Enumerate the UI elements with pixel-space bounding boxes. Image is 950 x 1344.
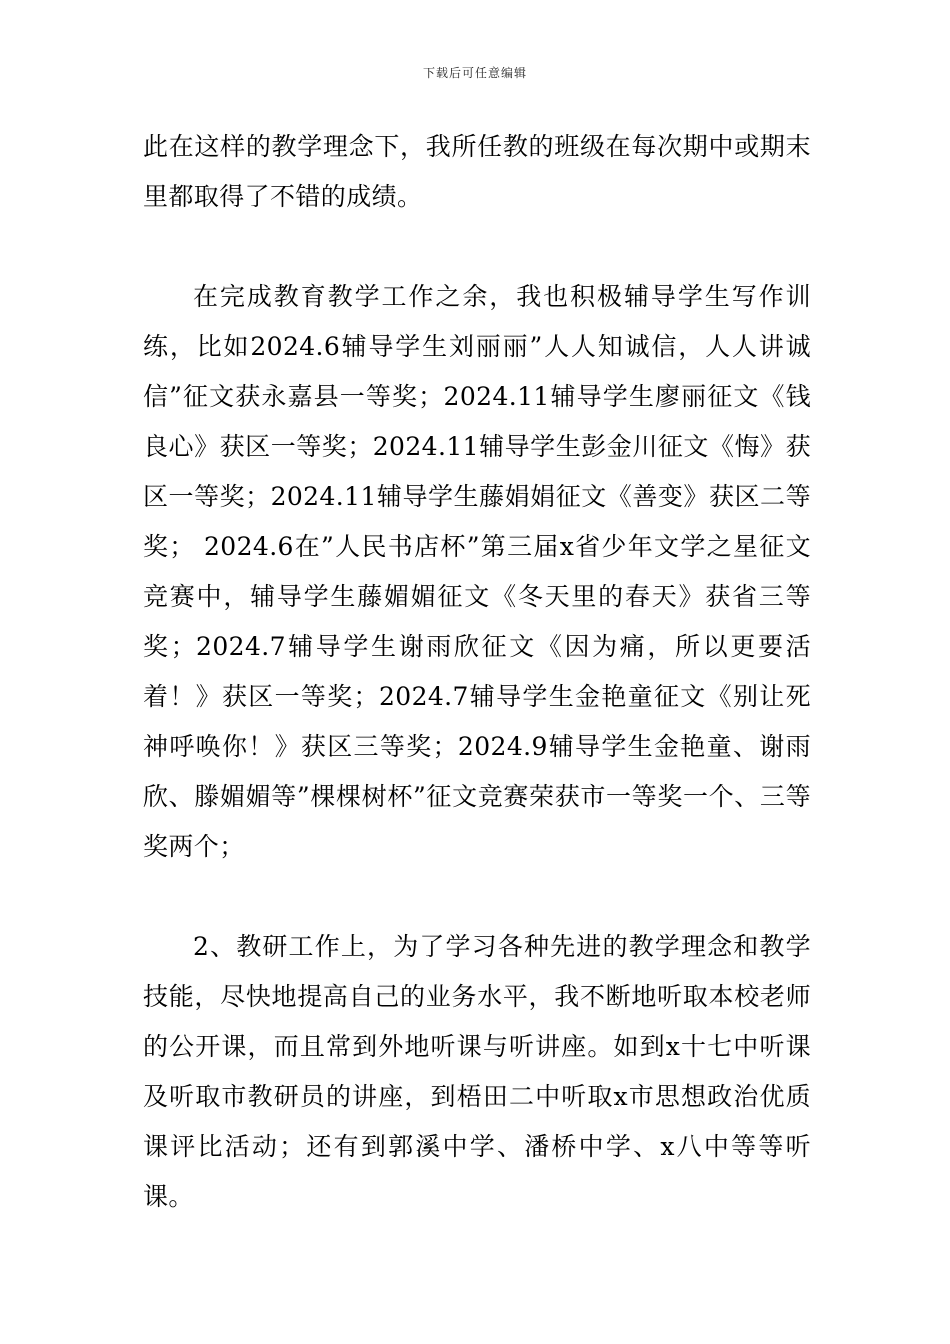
document-body bbox=[143, 122, 811, 1222]
paragraph-continuation: 此在这样的教学理念下，我所任教的班级在每次期中或期末里都取得了不错的成绩。 bbox=[143, 132, 811, 211]
page-header: 下载后可任意编辑 bbox=[422, 66, 527, 80]
paragraph-teaching-research: 2、教研工作上，为了学习各种先进的教学理念和教学技能，尽快地提高自己的业务水平，我不断地听取本校老师的公开课，而且常到外地听课与听讲座。如到x十七中听课及听取市教研员的讲座，到梧田二中听取x市思想政治优质课评比活动；还有到郭溪中学、潘桥中学、x八中等等听课。 bbox=[143, 932, 811, 1211]
paragraph-student-awards: 在完成教育教学工作之余，我也积极辅导学生写作训练，比如2024.6辅导学生刘丽丽”人人知诚信，人人讲诚信”征文获永嘉县一等奖；2024.11辅导学生廖丽征文《钱良心》获区一等奖；2024.11辅导学生彭金川征文《悔》获区一等奖；2024.11辅导学生藤娟娟征文《善变》获区二等奖； 2024.6在”人民书店杯”第三届x省少年文学之星征文竞赛中，辅导学生藤媚媚征文《冬天里的春天》获省三等奖；2024.7辅导学生谢雨欣征文《因为痛，所以更要活着！》获区一等奖；2024.7辅导学生金艳童征文《别让死神呼唤你！》获区三等奖；2024.9辅导学生金艳童、谢雨欣、滕媚媚等”棵棵树杯”征文竞赛荣获市一等奖一个、三等奖两个； bbox=[143, 282, 811, 861]
paragraph-gap bbox=[143, 222, 811, 272]
paragraph-gap bbox=[143, 872, 811, 922]
